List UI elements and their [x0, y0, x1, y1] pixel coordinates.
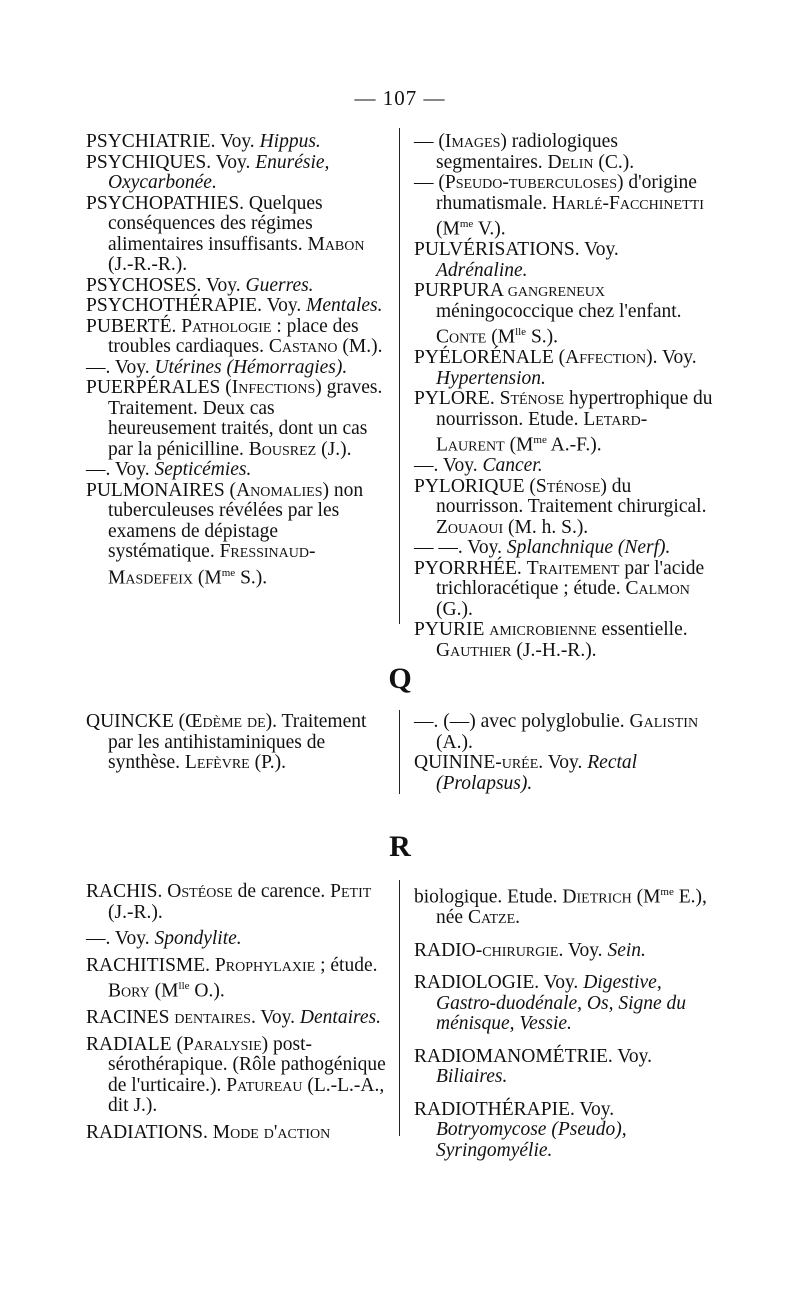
small-caps-text: Traitement — [526, 557, 620, 579]
index-entry: PULVÉRISATIONS. Voy. Adrénaline. — [414, 239, 619, 281]
column-divider — [399, 880, 400, 1136]
p-right-column — [414, 132, 714, 661]
cross-reference: Cancer. — [482, 455, 543, 476]
small-caps-text: urée — [501, 752, 539, 773]
superscript: me — [221, 566, 236, 579]
small-caps-text: chirurgie — [482, 939, 559, 961]
index-entry: PUERPÉRALES (Infections) graves. Traitement. Deux cas heureusement traités, dont un cas par la pénicilline. Bousrez (J.). — [86, 377, 383, 460]
small-caps-text: Galistin — [629, 711, 699, 732]
index-entry: biologique. Etude. Dietrich ($M^{me}$ E.), née Catze. — [414, 886, 707, 928]
small-caps-text: dentaires — [174, 1007, 251, 1028]
small-caps-text: Petit — [330, 881, 372, 902]
index-entry: — —. Voy. Splanchnique (Nerf). — [414, 537, 671, 558]
small-caps-text: Patureau — [226, 1074, 303, 1096]
cross-reference: Hypertension. — [436, 367, 546, 389]
index-entry: PUBERTÉ. Pathologie : place des troubles cardiaques. Castano (M.). — [86, 315, 383, 357]
cross-reference: Mentales. — [306, 295, 383, 316]
small-caps-text: Anomalies — [236, 479, 323, 501]
index-entry: RADIOLOGIE. Voy. Digestive, Gastro-duodénale, Os, Signe du ménisque, Vessie. — [414, 972, 687, 1034]
small-caps-text: Mabon — [307, 233, 365, 255]
index-entry: PSYCHIATRIE. Voy. Hippus. — [86, 131, 321, 152]
small-caps-text: Mode d'action — [212, 1121, 331, 1143]
cross-reference: Digestive, Gastro-duodénale, Os, Signe du ménisque, Vessie. — [436, 972, 687, 1034]
index-entry: RADIATIONS. Mode d'action — [86, 1121, 331, 1143]
cross-reference: Utérines (Hémorragies). — [154, 356, 348, 378]
cross-reference: Adrénaline. — [436, 259, 528, 281]
index-entry: PULMONAIRES (Anomalies) non tuberculeuses révélées par les examens de dépistage systématique. Fressinaud-Masdefeix ($M^{me}$ S.). — [86, 479, 364, 588]
p-left-column — [86, 132, 386, 589]
small-caps-text: Œdème de — [185, 711, 266, 732]
small-caps-text: Sténose — [535, 475, 601, 497]
small-caps-text: Images — [444, 131, 501, 152]
index-entry: —. Voy. Spondylite. — [86, 928, 242, 949]
small-caps-text: gangreneux — [507, 280, 605, 301]
superscript: lle — [515, 326, 527, 338]
q-right-column — [414, 712, 714, 794]
small-caps-text: Pathologie — [181, 315, 272, 337]
index-entry: RACINES dentaires. Voy. Dentaires. — [86, 1007, 381, 1028]
cross-reference: Botryomycose (Pseudo), Syringomyélie. — [436, 1119, 627, 1161]
index-entry: —. (—) avec polyglobulie. Galistin (A.). — [414, 711, 699, 753]
superscript: me — [459, 218, 474, 230]
index-entry: PYLORE. Sténose hypertrophique du nourrisson. Etude. Letard-Laurent ($M^{me}$ A.-F.). — [414, 388, 713, 456]
index-entry: PYORRHÉE. Traitement par l'acide trichloracétique ; étude. Calmon (G.). — [414, 557, 705, 620]
superscript: me — [533, 434, 547, 446]
cross-reference: Biliaires. — [436, 1066, 508, 1087]
index-entry: —. Voy. Utérines (Hémorragies). — [86, 356, 348, 378]
small-caps-text: Pseudo-tuberculoses — [444, 172, 618, 193]
index-entry: — (Pseudo-tuberculoses) d'origine rhumatismale. Harlé-Facchinetti ($M^{me}$ V.). — [414, 172, 704, 240]
small-caps-text: Zouaoui — [436, 516, 504, 538]
small-caps-text: Delin — [547, 151, 594, 173]
small-caps-text: Catze — [467, 907, 516, 928]
cross-reference: Guerres. — [245, 274, 314, 296]
index-entry: RACHIS. Ostéose de carence. Petit (J.-R.). — [86, 881, 372, 923]
index-entry: QUININE-urée. Voy. Rectal (Prolapsus). — [414, 752, 638, 794]
index-entry: RADIOMANOMÉTRIE. Voy. Biliaires. — [414, 1045, 652, 1087]
index-entry: PSYCHOTHÉRAPIE. Voy. Mentales. — [86, 295, 383, 316]
index-entry: PSYCHIQUES. Voy. Enurésie, Oxycarbonée. — [86, 151, 330, 193]
index-entry: RADIOTHÉRAPIE. Voy. Botryomycose (Pseudo), Syringomyélie. — [414, 1098, 627, 1161]
index-entry: PURPURA gangreneux méningococcique chez l'enfant. Conte ($M^{lle}$ S.). — [414, 280, 682, 348]
cross-reference: Rectal (Prolapsus). — [436, 752, 638, 794]
small-caps-text: Paralysie — [182, 1033, 262, 1055]
section-letter-q: Q — [388, 662, 412, 695]
small-caps-text: Sténose — [499, 388, 565, 409]
column-divider — [399, 128, 400, 624]
section-letter-r: R — [389, 830, 411, 863]
small-caps-text: Prophylaxie — [214, 954, 316, 976]
cross-reference: Hippus. — [259, 131, 321, 152]
small-caps-text: Letard-Laurent — [436, 408, 648, 456]
small-caps-text: Gauthier — [436, 639, 512, 661]
index-entry: PSYCHOSES. Voy. Guerres. — [86, 274, 314, 296]
small-caps-text: Castano — [268, 336, 338, 357]
small-caps-text: Affection — [565, 347, 647, 368]
cross-reference: Enurésie, Oxycarbonée. — [108, 151, 330, 193]
superscript: lle — [178, 980, 190, 992]
small-caps-text: Conte — [436, 326, 487, 348]
small-caps-text: Bory — [108, 980, 150, 1002]
small-caps-text: Lefèvre — [184, 752, 250, 773]
index-entry: — (Images) radiologiques segmentaires. Delin (C.). — [414, 131, 635, 173]
small-caps-text: Ostéose — [167, 881, 233, 902]
index-entry: PSYCHOPATHIES. Quelques conséquences des régimes alimentaires insuffisants. Mabon (J.-R.-R.). — [86, 192, 365, 275]
index-entry: QUINCKE (Œdème de). Traitement par les antihistaminiques de synthèse. Lefèvre (P.). — [86, 711, 367, 773]
column-divider — [399, 710, 400, 794]
index-entry: —. Voy. Septicémies. — [86, 459, 252, 480]
small-caps-text: Harlé-Facchinetti — [551, 192, 704, 214]
index-entry: RACHITISME. Prophylaxie ; étude. Bory ($M^{lle}$ O.). — [86, 954, 378, 1002]
cross-reference: Septicémies. — [154, 459, 252, 480]
index-entry: PYURIE amicrobienne essentielle. Gauthier (J.-H.-R.). — [414, 619, 688, 661]
r-left-column — [86, 882, 386, 1143]
cross-reference: Spondylite. — [154, 928, 242, 949]
index-entry: PYLORIQUE (Sténose) du nourrisson. Traitement chirurgical. Zouaoui (M. h. S.). — [414, 475, 707, 538]
small-caps-text: Bousrez — [248, 438, 317, 460]
index-entry: RADIALE (Paralysie) post-sérothérapique. (Rôle pathogénique de l'urticaire.). Patureau (L.-L.-A., dit J.). — [86, 1033, 386, 1116]
small-caps-text: Calmon — [625, 578, 690, 599]
q-left-column — [86, 712, 386, 774]
small-caps-text: Infections — [231, 377, 316, 398]
index-entry: PYÉLORÉNALE (Affection). Voy. Hypertension. — [414, 347, 697, 389]
page-number: — 107 — — [354, 86, 446, 110]
cross-reference: Sein. — [607, 939, 646, 961]
superscript: me — [660, 886, 674, 898]
cross-reference: Dentaires. — [299, 1007, 381, 1028]
cross-reference: Splanchnique (Nerf). — [506, 537, 671, 558]
index-entry: RADIO-chirurgie. Voy. Sein. — [414, 939, 646, 961]
small-caps-text: Dietrich — [562, 886, 632, 908]
r-right-column — [414, 882, 714, 1161]
index-entry: —. Voy. Cancer. — [414, 455, 543, 476]
small-caps-text: amicrobienne — [489, 619, 597, 640]
small-caps-text: Fressinaud-Masdefeix — [108, 541, 316, 588]
